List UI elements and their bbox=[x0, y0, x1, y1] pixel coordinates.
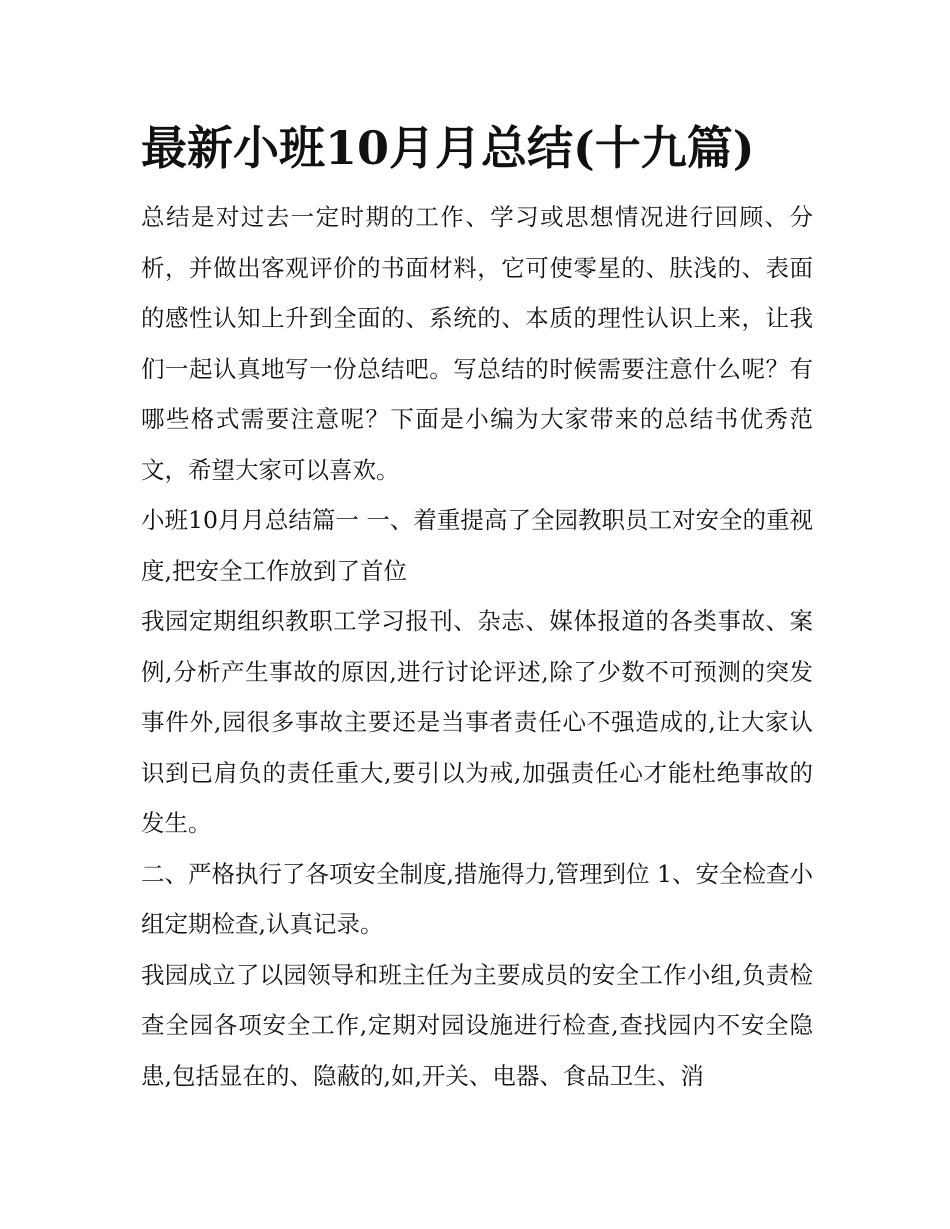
paragraph-safety-group: 我园成立了以园领导和班主任为主要成员的安全工作小组,负责检查全园各项安全工作,定期对园设施进行检查,查找园内不安全隐患,包括显在的、隐蔽的,如,开关、电器、食品卫生、消 bbox=[141, 960, 813, 1090]
document-title: 最新小班10月月总结(十九篇) bbox=[141, 121, 755, 175]
paragraph-section-two-heading: 二、严格执行了各项安全制度,措施得力,管理到位 1、安全检查小组定期检查,认真记录。 bbox=[141, 859, 813, 938]
paragraph-section-one-heading: 小班10月月总结篇一 一、着重提高了全园教职员工对安全的重视度,把安全工作放到了首位 bbox=[141, 506, 813, 585]
document-content bbox=[141, 118, 813, 1101]
paragraph-intro: 总结是对过去一定时期的工作、学习或思想情况进行回顾、分析，并做出客观评价的书面材料，它可使零星的、肤浅的、表面的感性认知上升到全面的、系统的、本质的理性认识上来，让我们一起认真地写一份总结吧。写总结的时候需要注意什么呢？有哪些格式需要注意呢？下面是小编为大家带来的总结书优秀范文，希望大家可以喜欢。 bbox=[141, 203, 813, 484]
paragraph-study-accidents: 我园定期组织教职工学习报刊、杂志、媒体报道的各类事故、案例,分析产生事故的原因,进行讨论评述,除了少数不可预测的突发事件外,园很多事故主要还是当事者责任心不强造成的,让大家认识到已肩负的责任重大,要引以为戒,加强责任心才能杜绝事故的发生。 bbox=[141, 607, 813, 837]
document-body bbox=[141, 192, 813, 1101]
